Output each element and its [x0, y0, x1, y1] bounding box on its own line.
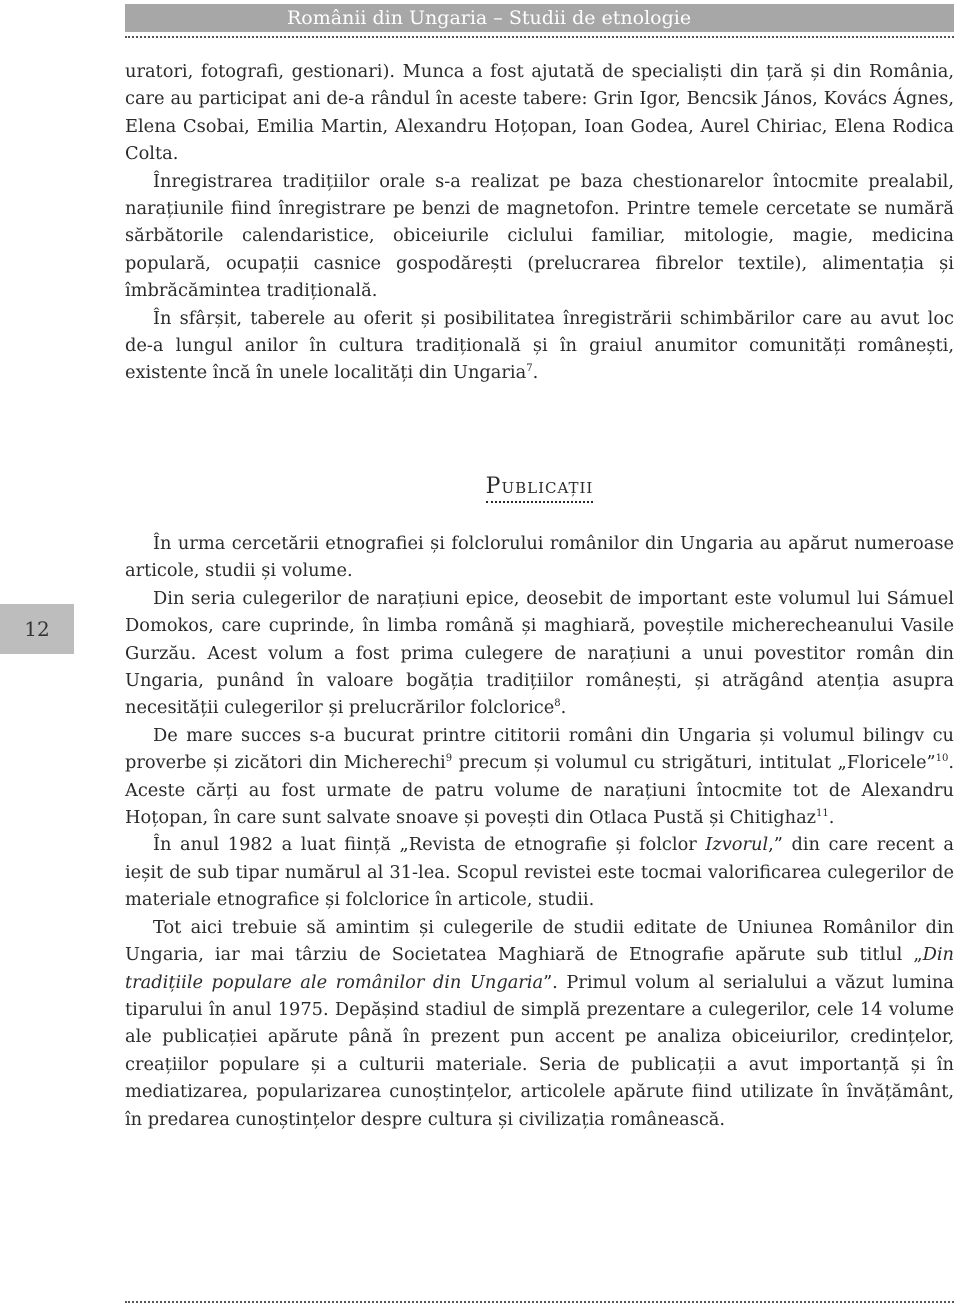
footnote-ref-9: 9	[445, 753, 453, 765]
pub-paragraph-4-journal-title: Izvorul	[705, 834, 769, 856]
running-header-title: Românii din Ungaria – Studii de etnologie	[287, 7, 692, 29]
pub-paragraph-4	[125, 831, 954, 913]
intro-paragraph-3: În sfârșit, taberele au oferit și posibilitatea înregistrării schimbărilor care au avut loc de-a lungul anilor în cultura tradițională și în graiul anumitor comunități românești, existente încă în unele localități din Ungaria$^7$.	[125, 307, 954, 384]
footnote-ref-11: 11	[816, 808, 829, 820]
header-dotted-rule	[125, 36, 954, 38]
pub-paragraph-5	[125, 914, 954, 1133]
pub-paragraph-3-text-a: De mare succes s-a bucurat printre cititorii români din Ungaria și volumul bilingv cu proverbe și zicători din Micherechi	[125, 724, 954, 774]
intro-paragraph-1: uratori, fotografi, gestionari). Munca a fost ajutată de specialiști din țară și din România, care au participat ani de-a rândul în aceste tabere: Grin Igor, Bencsik János, Kovács Ágnes, Elena Csobai, Emilia Martin, Alexandru Hoțopan, Ioan Godea, Aurel Chiriac, Elena Rodica Colta.	[125, 61, 954, 165]
pub-paragraph-5-text-b: ”. Primul volum al serialului a văzut lumina tiparului în anul 1975. Depășind stadiul de simplă prezentare a culegerilor, cele 14 volume ale publicației apărute până în prezent pun accent pe analiza obiceiurilor, credințelor, creațiilor populare și a culturii materiale. Seria de publicații a avut importanță și în mediatizarea, popularizarea cunoștințelor, articolele apărute fiind utilizate în învățământ, în predarea cunoștințelor despre cultura și civilizația românească.	[125, 971, 954, 1130]
intro-text	[125, 58, 954, 387]
intro-paragraph-2: Înregistrarea tradițiilor orale s-a realizat pe baza chestionarelor întocmite prealabil, narațiunile fiind înregistrare pe benzi de magnetofon. Printre temele cercetate se numără sărbătorile calendaristice, obiceiurile ciclului familiar, mitologie, magie, medicina populară, ocupații casnice gospodărești (prelucrarea fibrelor textile), alimentația și îmbrăcămintea tradițională.	[125, 170, 954, 302]
pub-paragraph-4-text-a: În anul 1982 a luat ființă „Revista de etnografie și folclor	[153, 834, 706, 856]
section-title-text: Publicații	[486, 474, 594, 503]
footer-dotted-rule	[125, 1301, 954, 1303]
footnote-ref-7: 7	[526, 363, 533, 375]
pub-paragraph-5-text-a: Tot aici trebuie să amintim și culegerile de studii editate de Uniunea Românilor din Ungaria, iar mai târziu de Societatea Maghiară de Etnografie apărute sub titlul „	[125, 916, 954, 966]
pub-paragraph-3-text-c: . Aceste cărți au fost urmate de patru volume de narațiuni întocmite tot de Alexandru Hoțopan, în care sunt salvate snoave și povești din Otlaca Pustă și Chitighaz	[125, 752, 954, 829]
pub-paragraph-2: Din seria culegerilor de narațiuni epice, deosebit de important este volumul lui Sámuel Domokos, care cuprinde, în limba română și maghiară, poveștile micherecheanului Vasile Gurzău. Acest volum a fost prima culegere de narațiuni a unui povestitor român din Ungaria, punând în valoare bogăția tradițiilor românești, și atrăgând atenția asupra necesității culegerilor și prelucrărilor folclorice$^8$.	[125, 587, 954, 719]
pub-paragraph-3: De mare succes s-a bucurat printre cititorii români din Ungaria și volumul bilingv cu proverbe și zicători din Micherechi$^9$ precum și volumul cu strigături, intitulat „Floricele”$^{10}$. Aceste cărți au fost urmate de patru volume de narațiuni întocmite tot de Alexandru Hoțopan, în care sunt salvate snoave și povești din Otlaca Pustă și Chitighaz$^{11}$.	[125, 724, 954, 829]
intro-paragraph-3-text: În sfârșit, taberele au oferit și posibilitatea înregistrării schimbărilor care au avut loc de-a lungul anilor în cultura tradițională și în graiul anumitor comunități românești, existente încă în unele localități din Ungaria	[125, 307, 954, 384]
pub-paragraph-1: În urma cercetării etnografiei și folclorului românilor din Ungaria au apărut numeroase articole, studii și volume.	[125, 533, 954, 582]
running-header	[125, 4, 954, 32]
section-title	[125, 474, 954, 499]
pub-paragraph-2-text: Din seria culegerilor de narațiuni epice, deosebit de important este volumul lui Sámuel Domokos, care cuprinde, în limba română și maghiară, poveștile micherecheanului Vasile Gurzău. Acest volum a fost prima culegere de narațiuni a unui povestitor român din Ungaria, punând în valoare bogăția tradițiilor românești, și atrăgând atenția asupra necesității culegerilor și prelucrărilor folclorice	[125, 587, 954, 719]
pub-paragraph-5-series-title: Din tradițiile populare ale românilor din Ungaria	[125, 944, 954, 993]
footnote-ref-8: 8	[554, 698, 561, 710]
footnote-ref-10: 10	[935, 753, 949, 765]
publications-text	[125, 530, 954, 1133]
pub-paragraph-3-text-b: precum și volumul cu strigături, intitulat „Floricele”	[452, 752, 936, 774]
page-number: 12	[0, 604, 74, 654]
pub-paragraph-4-text-b: ,” din care recent a ieșit de sub tipar numărul al 31-lea. Scopul revistei este tocmai valorificarea culegerilor de materiale etnografice și folclorice în articole, studii.	[125, 834, 954, 911]
